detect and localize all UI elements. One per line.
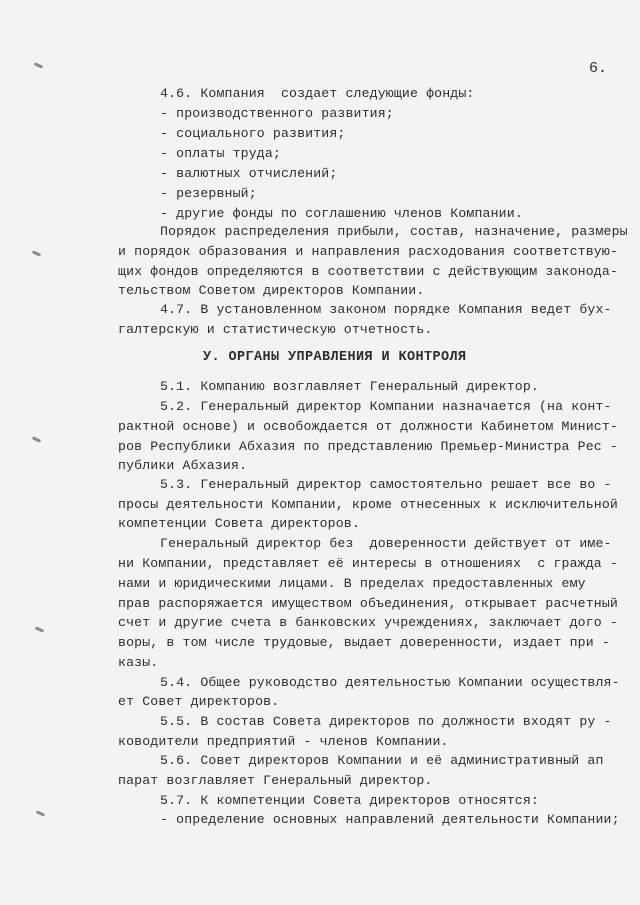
text-line: 5.5. В состав Совета директоров по должности входят ру - xyxy=(160,714,612,729)
text-line: 4.7. В установленном законом порядке Компания ведет бух- xyxy=(160,302,612,317)
text-line: 5.6. Совет директоров Компании и её административный ап xyxy=(160,753,604,768)
text-line: - резервный; xyxy=(160,186,257,201)
text-line: - производственного развития; xyxy=(160,106,394,121)
text-line: Порядок распределения прибыли, состав, назначение, размеры xyxy=(160,224,628,239)
text-line: галтерскую и статистическую отчетность. xyxy=(118,322,433,337)
text-line: 5.4. Общее руководство деятельностью Компании осуществля- xyxy=(160,675,620,690)
text-line: нами и юридическими лицами. В пределах предоставленных ему xyxy=(118,576,586,591)
margin-mark xyxy=(32,250,41,257)
text-line: Генеральный директор без доверенности действует от име- xyxy=(160,536,612,551)
text-line: 4.6. Компания создает следующие фонды: xyxy=(160,86,475,101)
text-line: счет и другие счета в банковских учреждениях, заключает дого - xyxy=(118,615,618,630)
text-line: 5.7. К компетенции Совета директоров относятся: xyxy=(160,793,539,808)
text-line: 5.3. Генеральный директор самостоятельно решает все во - xyxy=(160,477,612,492)
text-line: казы. xyxy=(118,655,159,670)
page-number: 6. xyxy=(589,60,608,77)
text-line: компетенции Совета директоров. xyxy=(118,516,360,531)
text-line: 5.2. Генеральный директор Компании назначается (на конт- xyxy=(160,399,612,414)
text-line: ров Республики Абхазия по представлению Премьер-Министра Рес - xyxy=(118,439,618,454)
section-heading: У. ОРГАНЫ УПРАВЛЕНИЯ И КОНТРОЛЯ xyxy=(203,350,467,365)
text-line: парат возглавляет Генеральный директор. xyxy=(118,773,433,788)
text-line: просы деятельности Компании, кроме отнесенных к исключительной xyxy=(118,497,618,512)
text-line: - оплаты труда; xyxy=(160,146,281,161)
text-line: прав распоряжается имуществом объединения, открывает расчетный xyxy=(118,596,618,611)
text-line: - другие фонды по соглашению членов Компании. xyxy=(160,206,523,221)
text-line: и порядок образования и направления расходования соответствую- xyxy=(118,244,618,259)
text-line: ководители предприятий - членов Компании. xyxy=(118,734,449,749)
margin-mark xyxy=(35,626,44,633)
margin-mark xyxy=(36,810,45,817)
text-line: воры, в том числе трудовые, выдает доверенности, издает при - xyxy=(118,635,610,650)
text-line: ет Совет директоров. xyxy=(118,694,280,709)
text-line: рактной основе) и освобождается от должности Кабинетом Минист- xyxy=(118,419,618,434)
margin-mark xyxy=(32,436,41,443)
margin-mark xyxy=(34,62,43,69)
text-line: публики Абхазия. xyxy=(118,458,248,473)
text-line: тельством Советом директоров Компании. xyxy=(118,283,425,298)
text-line: - определение основных направлений деятельности Компании; xyxy=(160,812,620,827)
text-line: ни Компании, представляет её интересы в отношениях с гражда - xyxy=(118,556,618,571)
text-line: 5.1. Компанию возглавляет Генеральный директор. xyxy=(160,379,539,394)
text-line: щих фондов определяются в соответствии с действующим законода- xyxy=(118,264,618,279)
text-line: - социального развития; xyxy=(160,126,346,141)
text-line: - валютных отчислений; xyxy=(160,166,338,181)
